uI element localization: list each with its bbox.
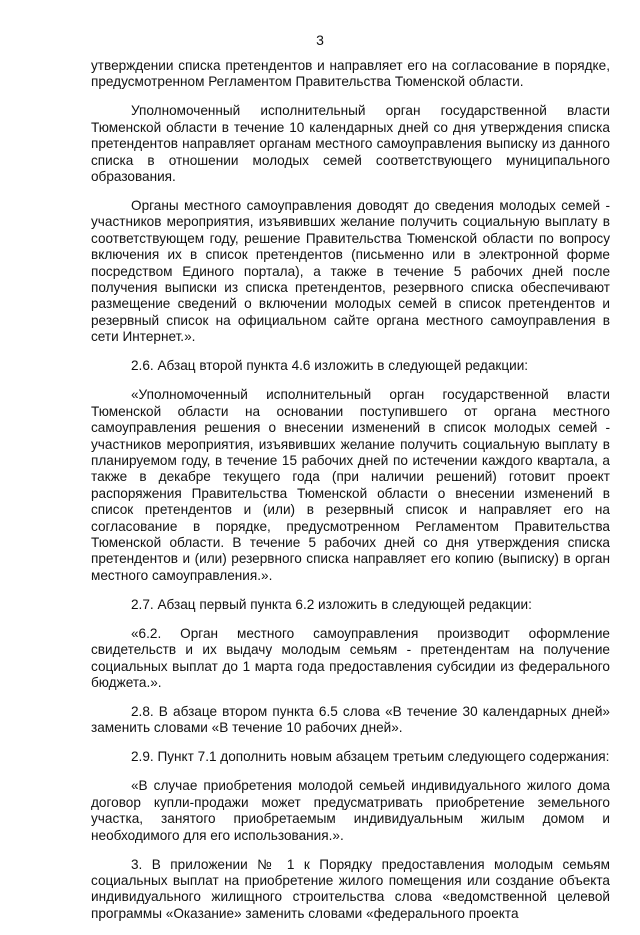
paragraph-clause-2-6: 2.6. Абзац второй пункта 4.6 изложить в следующей редакции: [131,358,529,374]
paragraph-clause-2-9-text: «В случае приобретения молодой семьей индивидуального жилого дома договор купли-продажи может предусматривать приобретение земельного участка, занятого приобретаемым индивидуальным жилым домом и необходимого для его использования.». [91,778,610,843]
paragraph-clause-2-6-text: «Уполномоченный исполнительный орган государственной власти Тюменской области на основании поступившего от органа местного самоуправления решения о внесении изменений в список молодых семей - участников мероприятия, изъявивших желание получить социальную выплату в планируемом году, в течение 15 рабочих дней по истечении каждого квартала, а также в декабре текущего года (при наличии решений) готовит проект распоряжения Правительства Тюменской области о внесении изменений в список претендентов и (или) в резервный список и направляет его на согласование в порядке, предусмотренном Регламентом Правительства Тюменской области. В течение 5 рабочих дней со дня утверждения списка претендентов и (или) резервного списка направляет его копию (выписку) в орган местного самоуправления.». [91,387,610,583]
document-body [91,58,610,935]
paragraph-authority-notification: Уполномоченный исполнительный орган государственной власти Тюменской области в течение 10 календарных дней со дня утверждения списка претендентов направляет органам местного самоуправления выписку из данного списка в отношении молодых семей соответствующего муниципального образования. [91,103,610,185]
paragraph-local-government-duties: Органы местного самоуправления доводят до сведения молодых семей - участников мероприятия, изъявивших желание получить социальную выплату в соответствующем году, решение Правительства Тюменской области по вопросу включения их в список претендентов (письменно или в электронной форме посредством Единого портала), а также в течение 5 рабочих дней после получения выписки из списка претендентов, резервного списка обеспечивают размещение сведений о включении молодых семей в список претендентов и резервный список на официальном сайте органа местного самоуправления в сети Интернет.». [91,198,610,345]
paragraph-continuation: утверждении списка претендентов и направляет его на согласование в порядке, предусмотренном Регламентом Правительства Тюменской области. [91,58,610,90]
paragraph-clause-2-9: 2.9. Пункт 7.1 дополнить новым абзацем третьим следующего содержания: [131,749,610,765]
paragraph-clause-2-7-text: «6.2. Орган местного самоуправления производит оформление свидетельств и их выдачу молодым семьям - претендентам на получение социальных выплат до 1 марта года предоставления субсидии из федерального бюджета.». [91,625,610,690]
paragraph-clause-3: 3. В приложении № 1 к Порядку предоставления молодым семьям социальных выплат на приобретение жилого помещения или создание объекта индивидуального жилищного строительства слова «ведомственной целевой программы «Оказание» заменить словами «федерального проекта [91,856,610,921]
paragraph-clause-2-8: 2.8. В абзаце втором пункта 6.5 слова «В течение 30 календарных дней» заменить словами «В течение 10 рабочих дней». [91,703,610,736]
paragraph-clause-2-7: 2.7. Абзац первый пункта 6.2 изложить в следующей редакции: [131,596,532,612]
page-number: 3 [316,32,324,48]
